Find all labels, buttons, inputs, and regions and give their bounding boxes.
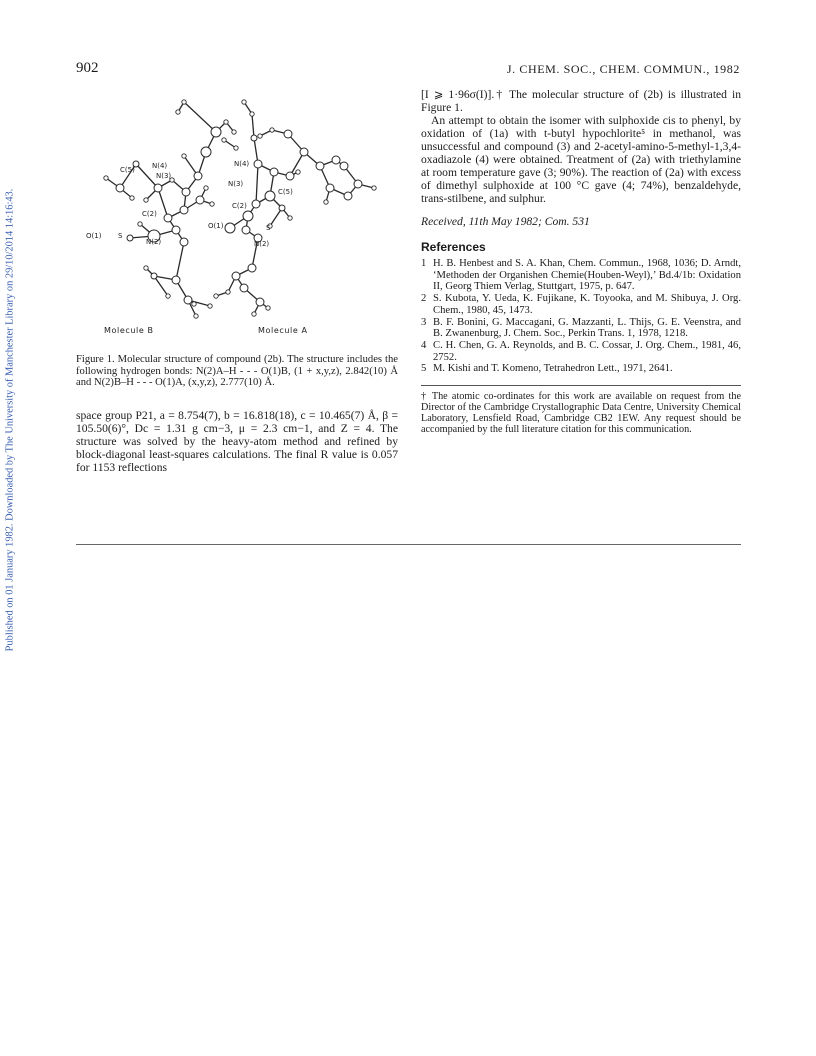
reference-item <box>421 363 741 375</box>
atom-label-c2-a: C(2) <box>232 202 247 210</box>
reference-text: B. F. Bonini, G. Maccagani, G. Mazzanti, L. Thijs, G. E. Veenstra, and B. Zwanenburg, J. Chem. Soc., Perkin Trans. 1, 1978, 1218. <box>433 316 741 340</box>
footnote: † The atomic co-ordinates for this work are available on request from the Director of the Cambridge Crystallographic Data Centre, University Chemical Laboratory, Lensfield Road, Cambridge CB2 1EW. Any request should be accompanied by the full literature citation for this communication. <box>421 391 741 436</box>
atom-label-n2-a: N(2) <box>254 240 270 248</box>
page-number: 902 <box>76 60 99 76</box>
reference-item <box>421 317 741 340</box>
reference-text: H. B. Henbest and S. A. Khan, Chem. Commun., 1968, 1036; D. Arndt, ‘Methoden der Organishen Chemie(Houben-Weyl),’ Bd.4/1b: Oxidation II, Georg Thiem Verlag, Stuttgart, 1975, p. 647. <box>433 258 741 293</box>
reference-item <box>421 258 741 293</box>
paragraph-oxidation: An attempt to obtain the isomer with sulphoxide cis to phenyl, by oxidation of (1a) with t-butyl hypochlorite⁵ in methanol, was unsuccessful and compound (3) and 2-acetyl-amino-5-methyl-1,3,4-oxadiazole (4) were obtained. Treatment of (2a) with triethylamine at room temperature gave (3; 90%). The reaction of (2a) with excess of dimethyl sulphoxide at 100 °C gave (4; 74%), benzaldehyde, trans-stilbene, and sulphur. <box>421 114 741 205</box>
download-provenance-text: Published on 01 January 1982. Downloaded by The University of Manchester Library on 29/10/2014 14:16:43. <box>4 188 16 652</box>
atom-label-c2-b: C(2) <box>142 210 157 218</box>
reference-text: C. H. Chen, G. A. Reynolds, and B. C. Cossar, J. Org. Chem., 1981, 46, 2752. <box>433 339 741 363</box>
reference-number: 3 <box>421 316 427 328</box>
page-header <box>76 60 740 80</box>
paragraph-reflections: [I ⩾ 1·96σ(I)].† The molecular structure of (2b) is illustrated in Figure 1. <box>421 88 741 114</box>
reference-text: S. Kubota, Y. Ueda, K. Fujikane, K. Toyooka, and M. Shibuya, J. Org. Chem., 1980, 45, 1473. <box>433 293 741 316</box>
atom-label-n4-a: N(4) <box>234 160 250 168</box>
figure-1 <box>76 92 398 348</box>
page-bottom-rule <box>76 544 741 545</box>
reference-number: 5 <box>421 363 427 375</box>
references-heading: References <box>421 240 486 254</box>
molecule-a-label: Molecule A <box>258 326 308 335</box>
atom-label-o1-a: O(1) <box>208 222 224 230</box>
reference-number: 4 <box>421 339 427 351</box>
atom-label-c5-b: C(5) <box>120 166 135 174</box>
atom-label-n3-b: N(3) <box>156 172 172 180</box>
footnote-divider <box>421 385 741 386</box>
atom-label-n3-a: N(3) <box>228 180 244 188</box>
atom-label-c5-a: C(5) <box>278 188 293 196</box>
running-head: J. CHEM. SOC., CHEM. COMMUN., 1982 <box>506 62 740 76</box>
right-column <box>421 88 741 435</box>
reference-text: M. Kishi and T. Komeno, Tetrahedron Lett., 1971, 2641. <box>433 363 673 375</box>
atom-label-s-a: S <box>266 224 271 232</box>
molecule-b-label: Molecule B <box>104 326 154 335</box>
atom-label-n4-b: N(4) <box>152 162 168 170</box>
reference-number: 2 <box>421 293 427 305</box>
atom-label-o1-b: O(1) <box>86 232 102 240</box>
left-column <box>76 92 398 474</box>
download-provenance-note <box>2 160 18 680</box>
reference-item <box>421 340 741 363</box>
left-body-paragraph: space group P21, a = 8.754(7), b = 16.818(18), c = 10.465(7) Å, β = 105.50(6)°, Dc = 1.31 g cm−3, μ = 2.3 cm−1, and Z = 4. The structure was solved by the heavy-atom method and refined by block-diagonal least-squares calculations. The final R value is 0.057 for 1153 reflections <box>76 408 398 474</box>
references-list <box>421 258 741 375</box>
reference-number: 1 <box>421 258 427 269</box>
received-line: Received, 11th May 1982; Com. 531 <box>421 215 590 228</box>
reference-item <box>421 293 741 316</box>
atom-label-s-b: S <box>118 232 123 240</box>
molecular-structure-drawing <box>76 92 398 348</box>
figure-caption: Figure 1. Molecular structure of compound (2b). The structure includes the following hydrogen bonds: N(2)A–H - - - O(1)B, (1 + x,y,z), 2.842(10) Å and N(2)B–H - - - O(1)A, (x,y,z), 2.777(10) Å. <box>76 354 398 389</box>
atom-label-n2-b: N(2) <box>146 238 162 246</box>
